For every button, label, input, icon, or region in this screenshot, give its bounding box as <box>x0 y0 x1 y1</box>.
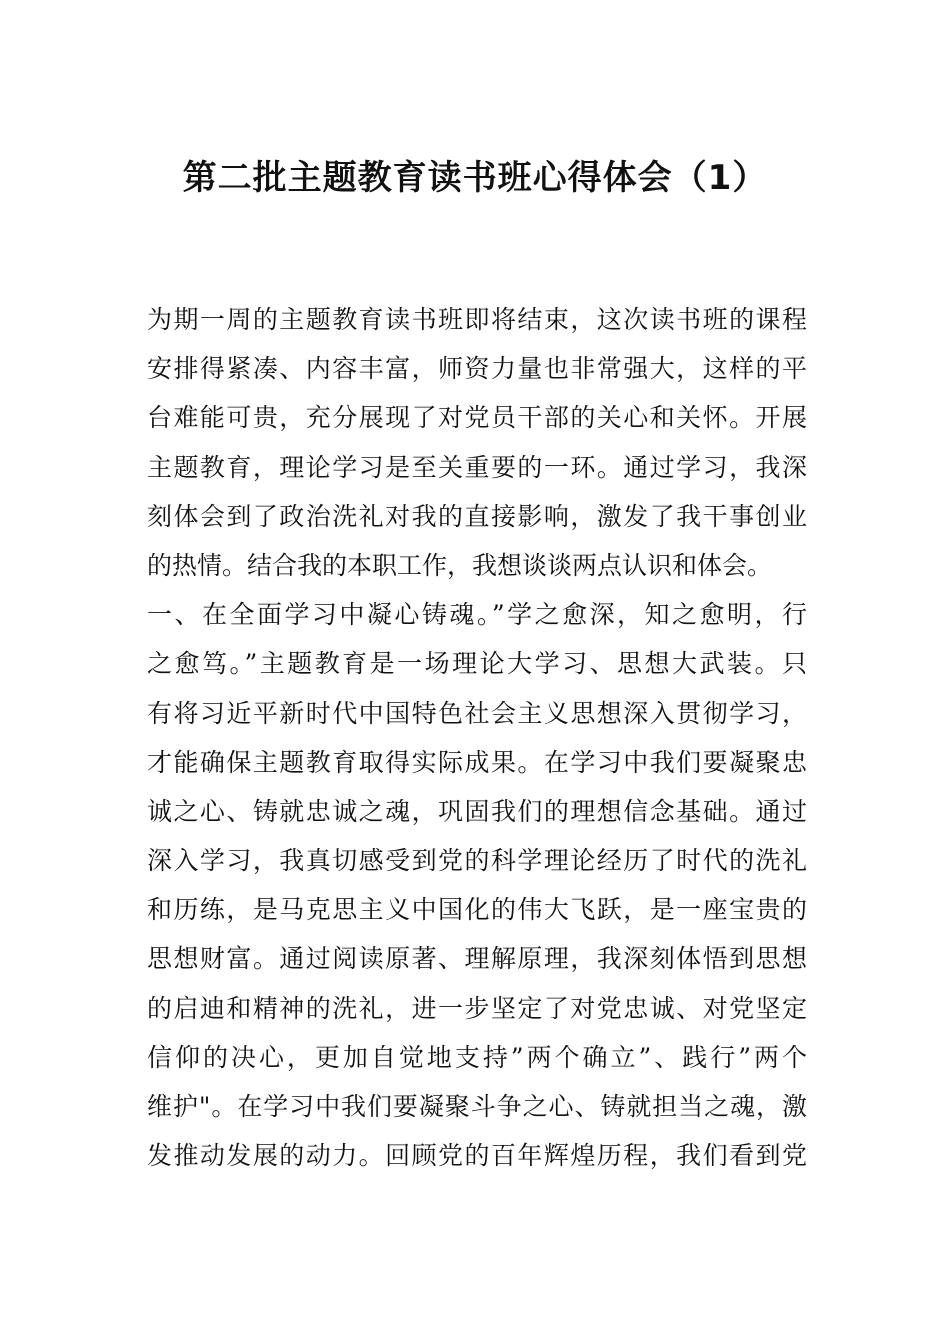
body-line: 的启迪和精神的洗礼，进一步坚定了对党忠诚、对党坚定 <box>147 993 807 1023</box>
body-line: 诚之心、铸就忠诚之魂，巩固我们的理想信念基础。通过 <box>147 796 807 826</box>
body-line: 的热情。结合我的本职工作，我想谈谈两点认识和体会。 <box>147 550 773 580</box>
body-line: 之愈笃。”主题教育是一场理论大学习、思想大武装。只 <box>147 649 807 679</box>
document-title: 第二批主题教育读书班心得体会（1） <box>182 158 768 198</box>
body-line: 信仰的决心，更加自觉地支持”两个确立”、践行”两个 <box>147 1042 807 1072</box>
body-line: 思想财富。通过阅读原著、理解原理，我深刻体悟到思想 <box>147 944 807 974</box>
body-line: 和历练，是马克思主义中国化的伟大飞跃，是一座宝贵的 <box>147 895 807 925</box>
body-line: 刻体会到了政治洗礼对我的直接影响，激发了我干事创业 <box>147 501 807 531</box>
body-line: 安排得紧凑、内容丰富，师资力量也非常强大，这样的平 <box>147 354 807 384</box>
body-line: 深入学习，我真切感受到党的科学理论经历了时代的洗礼 <box>147 846 807 876</box>
body-line: 发推动发展的动力。回顾党的百年辉煌历程，我们看到党 <box>147 1141 807 1171</box>
body-line: 才能确保主题教育取得实际成果。在学习中我们要凝聚忠 <box>147 747 807 777</box>
body-line: 台难能可贵，充分展现了对党员干部的关心和关怀。开展 <box>147 403 807 433</box>
document-body <box>147 295 807 1180</box>
body-line: 主题教育，理论学习是至关重要的一环。通过学习，我深 <box>147 452 807 482</box>
body-line: 有将习近平新时代中国特色社会主义思想深入贯彻学习， <box>147 698 807 728</box>
body-line: 为期一周的主题教育读书班即将结束，这次读书班的课程 <box>147 305 807 334</box>
body-line: 维护"。在学习中我们要凝聚斗争之心、铸就担当之魂，激 <box>147 1092 807 1121</box>
body-line: 一、在全面学习中凝心铸魂。”学之愈深，知之愈明，行 <box>147 600 807 630</box>
